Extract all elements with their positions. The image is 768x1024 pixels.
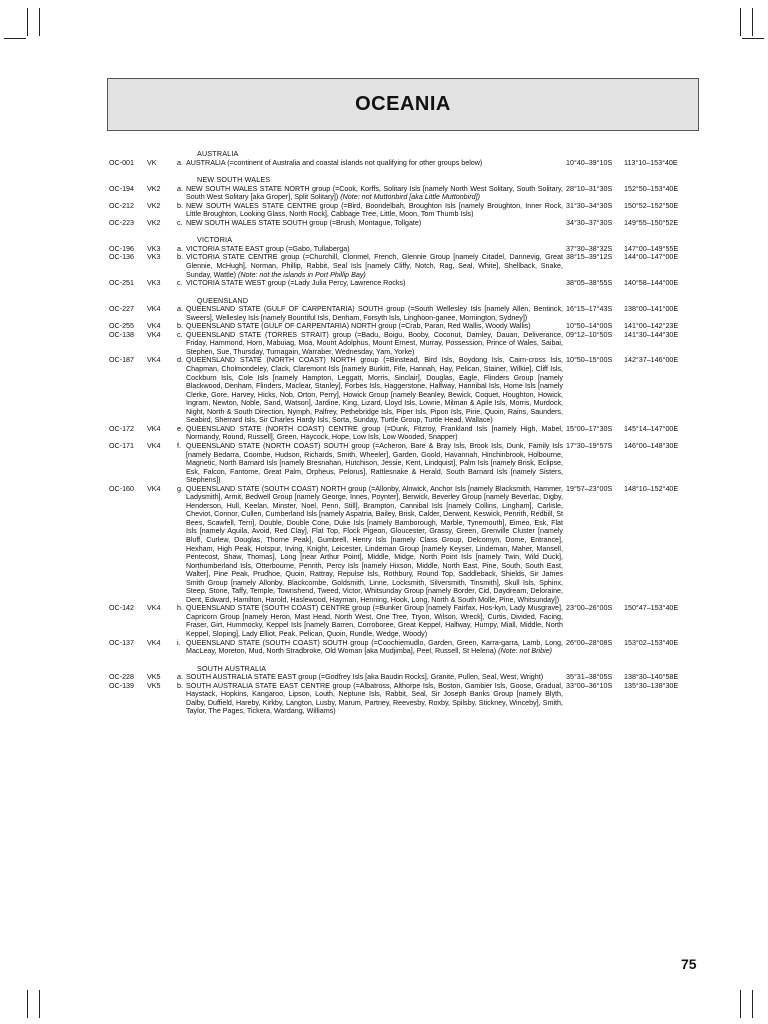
longitude-range: 144°00–147°00E <box>624 253 679 262</box>
island-directory <box>109 150 701 716</box>
entry-row <box>109 673 701 682</box>
entry-letter: b. <box>177 201 183 210</box>
entry-text: QUEENSLAND STATE (NORTH COAST) SOUTH group (=Acheron, Bare & Bray Isls, Brook Isls, Dunk, Family Isls [namely Bedarra, Coombe, Hudson, Richards, Smith, Wheeler], Garden, Goold, Havannah, Hinchinbrook, Holbourne, Magnetic, North Barnard Isls [namely Bresnahan, Hutchison, Jessie, Kent, Lindquist], Palm Isls [namely Brisk, Eclipse, Esk, Falcon, Fantome, Great Palm, Orpheus, Pelorus], Rattlesnake & Herald, South Barnard Isls [namely Sisters, Stephens]) <box>186 441 563 485</box>
entry-row <box>109 305 701 322</box>
call-prefix: VK3 <box>147 279 161 288</box>
entry-letter: a. <box>177 305 183 314</box>
latitude-range: 31°30–34°30S <box>566 201 613 210</box>
entry-letter: d. <box>177 356 183 365</box>
call-prefix: VK5 <box>147 681 161 690</box>
entry-row <box>109 159 701 168</box>
entry-letter: c. <box>177 218 183 227</box>
call-prefix: VK4 <box>147 441 161 450</box>
section <box>109 297 701 656</box>
iota-reference: OC-172 <box>109 424 135 433</box>
section-heading: NEW SOUTH WALES <box>197 176 271 185</box>
longitude-range: 146°00–148°30E <box>624 441 679 450</box>
section-heading: SOUTH AUSTRALIA <box>197 664 267 673</box>
longitude-range: 113°10–153°40E <box>624 158 678 167</box>
iota-reference: OC-136 <box>109 253 135 262</box>
longitude-range: 150°47–153°40E <box>624 604 679 613</box>
entry-text: NEW SOUTH WALES STATE NORTH group (=Cook, Korffs, Solitary Isls [namely North West Solitary, South Solitary, South West Solitary [aka Groper], Split Solitary]) <box>186 184 563 202</box>
call-prefix: VK3 <box>147 253 161 262</box>
entry-description <box>186 485 563 605</box>
call-prefix: VK4 <box>147 322 161 331</box>
latitude-range: 38°05–38°55S <box>566 279 613 288</box>
longitude-range: 153°02–153°40E <box>624 638 679 647</box>
entry-text: QUEENSLAND STATE (SOUTH COAST) SOUTH group (=Coochiemudlo, Garden, Green, Karra-garra, Lamb, Long, MacLeay, Moreton, Mud, North Stradbroke, Old Woman [aka Mudjimba], Peel, Russell, St Helena) <box>186 638 563 656</box>
iota-reference: OC-001 <box>109 158 135 167</box>
call-prefix: VK4 <box>147 484 161 493</box>
entry-letter: b. <box>177 681 183 690</box>
call-prefix: VK2 <box>147 218 161 227</box>
latitude-range: 37°30–38°32S <box>566 244 613 253</box>
longitude-range: 140°58–144°00E <box>624 279 679 288</box>
entry-letter: i. <box>177 638 181 647</box>
longitude-range: 138°30–140°58E <box>624 673 679 682</box>
longitude-range: 138°00–141°00E <box>624 305 679 314</box>
entry-description <box>186 604 563 638</box>
page-number: 75 <box>681 956 697 972</box>
entry-row <box>109 245 701 254</box>
latitude-range: 28°10–31°30S <box>566 184 613 193</box>
entry-note: (Note: not Bribie) <box>496 647 553 656</box>
longitude-range: 145°14–147°00E <box>624 424 679 433</box>
section <box>109 665 701 716</box>
entry-text: AUSTRALIA (=continent of Australia and coastal islands not qualifying for other groups below) <box>186 158 483 167</box>
section <box>109 236 701 287</box>
entry-row <box>109 253 701 279</box>
entry-row <box>109 485 701 605</box>
latitude-range: 17°30–19°57S <box>566 441 613 450</box>
entry-description <box>186 442 563 485</box>
call-prefix: VK2 <box>147 184 161 193</box>
entry-description <box>186 673 563 682</box>
section-heading: QUEENSLAND <box>197 296 249 305</box>
entry-row <box>109 202 701 219</box>
crop-mark <box>752 8 753 36</box>
longitude-range: 148°10–152°40E <box>624 484 679 493</box>
entry-text: QUEENSLAND STATE (TORRES STRAIT) group (=Badu, Boigu, Booby, Coconut, Darnley, Dauan, Deliverance, Friday, Hammond, Horn, Mabuiag, Moa, Mount Adolphus, Mount Ernest, Murray, Possession, Prince of Wales, Saibai, Stephen, Sue, Thursday, Turnagain, Warraber, Wednesday, Yam, Yorke) <box>186 330 563 356</box>
entry-text: VICTORIA STATE EAST group (=Gabo, Tullaberga) <box>186 244 350 253</box>
entry-row <box>109 425 701 442</box>
latitude-range: 10°40–39°10S <box>566 158 613 167</box>
entry-row <box>109 279 701 288</box>
iota-reference: OC-228 <box>109 673 135 682</box>
iota-reference: OC-255 <box>109 322 135 331</box>
iota-reference: OC-138 <box>109 330 135 339</box>
section <box>109 176 701 227</box>
entry-row <box>109 604 701 638</box>
call-prefix: VK4 <box>147 356 161 365</box>
entry-letter: c. <box>177 279 183 288</box>
call-prefix: VK4 <box>147 604 161 613</box>
page-title: OCEANIA <box>355 93 451 115</box>
crop-mark <box>752 990 753 1018</box>
iota-reference: OC-142 <box>109 604 135 613</box>
crop-mark <box>39 990 40 1018</box>
entry-text: QUEENSLAND STATE (SOUTH COAST) CENTRE group (=Bunker Group [namely Fairfax, Hos-kyn, Lady Musgrave], Capricorn Group [namely Heron, Mast Head, North West, One Tree, Tryon, Wilson, Wreck], Curtis, Divided, Facing, Fraser, Girt, Hummocky, Keppel Isls [namely Barren, Corroboree, Great Keppel, Halfway, Humpy, Miall, Middle, North Keppel, Sloping], Lady Elliot, Peak, Pelican, Quoin, Rundle, Wedge, Woody) <box>186 604 563 638</box>
entry-text: QUEENSLAND STATE (NORTH COAST) CENTRE group (=Dunk, Fitzroy, Frankland Isls [namely High, Mabel, Normandy, Round, Russell], Green, Haycock, Hope, Low Isls, Low Wooded, Snapper) <box>186 424 563 442</box>
crop-mark <box>4 38 26 39</box>
latitude-range: 35°31–38°05S <box>566 673 613 682</box>
entry-description <box>186 322 563 331</box>
entry-letter: c. <box>177 330 183 339</box>
latitude-range: 09°12–10°50S <box>566 330 613 339</box>
entry-letter: a. <box>177 158 183 167</box>
latitude-range: 23°00–26°00S <box>566 604 613 613</box>
crop-mark <box>740 8 741 36</box>
entry-description <box>186 331 563 357</box>
longitude-range: 135°30–138°30E <box>624 681 679 690</box>
entry-description <box>186 185 563 202</box>
longitude-range: 141°30–144°30E <box>624 330 679 339</box>
entry-row <box>109 639 701 656</box>
crop-mark <box>39 8 40 36</box>
entry-row <box>109 442 701 485</box>
entry-description <box>186 279 563 288</box>
section-heading: VICTORIA <box>197 236 233 245</box>
latitude-range: 19°57–23°00S <box>566 484 613 493</box>
latitude-range: 10°50–15°00S <box>566 356 613 365</box>
crop-mark <box>27 990 28 1018</box>
entry-letter: a. <box>177 184 183 193</box>
iota-reference: OC-196 <box>109 244 135 253</box>
call-prefix: VK5 <box>147 673 161 682</box>
entry-row <box>109 322 701 331</box>
entry-note: (Note: not the islands in Port Phillip Bay) <box>236 270 366 279</box>
longitude-range: 149°55–150°52E <box>624 218 679 227</box>
entry-description <box>186 219 563 228</box>
entry-row <box>109 185 701 202</box>
entry-text: QUEENSLAND STATE (GULF OF CARPENTARIA) NORTH group (=Crab, Paran, Red Wallis, Woody Wallis) <box>186 322 531 331</box>
entry-text: NEW SOUTH WALES STATE SOUTH group (=Brush, Montague, Tollgate) <box>186 218 422 227</box>
call-prefix: VK2 <box>147 201 161 210</box>
latitude-range: 10°50–14°00S <box>566 322 613 331</box>
latitude-range: 34°30–37°30S <box>566 218 613 227</box>
entry-description <box>186 202 563 219</box>
entry-row <box>109 682 701 716</box>
iota-reference: OC-187 <box>109 356 135 365</box>
longitude-range: 141°00–142°23E <box>624 322 679 331</box>
iota-reference: OC-227 <box>109 305 135 314</box>
entry-letter: b. <box>177 322 183 331</box>
entry-description <box>186 639 563 656</box>
latitude-range: 16°15–17°43S <box>566 305 613 314</box>
call-prefix: VK4 <box>147 424 161 433</box>
crop-mark <box>742 38 764 39</box>
entry-description <box>186 253 563 279</box>
entry-row <box>109 219 701 228</box>
call-prefix: VK <box>147 158 157 167</box>
entry-text: VICTORIA STATE WEST group (=Lady Julia Percy, Lawrence Rocks) <box>186 279 406 288</box>
entry-letter: f. <box>177 441 181 450</box>
latitude-range: 15°00–17°30S <box>566 424 613 433</box>
iota-reference: OC-251 <box>109 279 135 288</box>
entry-description <box>186 682 563 716</box>
crop-mark <box>27 8 28 36</box>
entry-text: SOUTH AUSTRALIA STATE EAST group (=Godfrey Isls [aka Baudin Rocks], Granite, Pullen, Seal, West, Wright) <box>186 673 544 682</box>
iota-reference: OC-171 <box>109 441 135 450</box>
latitude-range: 26°00–28°08S <box>566 638 613 647</box>
longitude-range: 152°50–153°40E <box>624 184 679 193</box>
call-prefix: VK4 <box>147 638 161 647</box>
entry-text: QUEENSLAND STATE (SOUTH COAST) NORTH group (=Allonby, Alnwick, Anchor Isls [namely Blacksmith, Hammer, Ladysmith], Armit, Bedwell Group [namely George, Innes, Poynter], Berwick, Beverley Group [namely Beverlac, Digby, Henderson, Hull, Keelan, Minster, Noel, Penn, Still], Brampton, Cannibal Isls [namely Collins, Lingham], Carlisle, Cheviot, Connor, Cullen, Cumberland Isls [namely Aspatria, Bailey, Brisk, Calder, Derwent, Keswick, Penrith, Redbill, St Bees, Scawfell, Tern], Double, Double Cone, Duke Isls [namely Bamborough, Marble, Tynemouth], Eimeo, Esk, Flat Isls [namely Aquila, Avoid, Red Clay], Flat Top, Flock Pigeon, Gloucester, Grassy, Green, Grenville Cluster [namely Bluff, Curlew, Douglas, Thorne Peak], Gumbrell, Henry Isls [namely Class Group, Delcomyn, Dome, Entrance], Hexham, High Peak, Hotspur, Irving, Knight, Leicester, Lindeman Group [namely Keyser, Lindeman, Maher, Mansell, Pentecost, Shaw, Thomas], Long [near Arthur Point], Middle, Midge, North Point Isls [namely Twin, Wild Duck], Northumberland Isls, Otterbourne, Penrith, Percy Isls [namely Hixson, Middle, North East, Pine, South, South East, Walter], Pine Peak, Prudhoe, Quoin, Rattray, Repulse Isls, Rothbury, Round Top, Saddleback, Shields, Sir James Smith Group [namely Allonby, Blackcombe, Goldsmith, Linne, Locksmith, Silversmith, Tinsmith], Skull Isls, Sphinx, Steep, Stone, Taffy, Temple, Townshend, Tweed, Victor, Whitsunday Group [namely Border, Cid, Daydream, Deloraine, Dent, Edward, Hamilton, Harold, Haslewood, Hayman, Henning, Hook, Long, North & South Molle, Pine, Whitsunday]) <box>186 484 563 604</box>
entry-description <box>186 356 563 424</box>
latitude-range: 33°00–36°10S <box>566 681 613 690</box>
longitude-range: 147°00–149°55E <box>624 244 679 253</box>
entry-description <box>186 159 563 168</box>
iota-reference: OC-223 <box>109 218 135 227</box>
crop-mark <box>740 990 741 1018</box>
iota-reference: OC-212 <box>109 201 135 210</box>
call-prefix: VK3 <box>147 244 161 253</box>
latitude-range: 38°15–39°12S <box>566 253 613 262</box>
iota-reference: OC-137 <box>109 638 135 647</box>
section <box>109 150 701 167</box>
call-prefix: VK4 <box>147 330 161 339</box>
entry-text: VICTORIA STATE CENTRE group (=Churchill, Clonmel, French, Glennie Group [namely Citadel, Dannevig, Great Glennie, McHugh], Norman, Phillip, Rabbit, Seal Isls [namely Cliffy, Notch, Rag, Seal, White], Shellback, Snake, Sunday, Wattle) <box>186 253 563 279</box>
entry-letter: b. <box>177 253 183 262</box>
entry-letter: h. <box>177 604 183 613</box>
entry-text: QUEENSLAND STATE (GULF OF CARPENTARIA) SOUTH group (=South Wellesley Isls [namely Allen, Bentinck, Sweers], Wellesley Isls [namely Bountiful Isls, Denham, Forsyth Isls, Linghoon-ganee, Mornington, Sydney]) <box>186 305 563 322</box>
section-heading: AUSTRALIA <box>197 150 239 158</box>
iota-reference: OC-160 <box>109 484 135 493</box>
entry-letter: a. <box>177 673 183 682</box>
entry-text: SOUTH AUSTRALIA STATE EAST CENTRE group (=Albatross, Althorpe Isls, Boston, Gambier Isls, Goose, Gradual, Haystack, Hopkins, Kangaroo, Lipson, Louth, Neptune Isls, Rabbit, Seal, Sir Joseph Banks Group [namely Blyth, Dalby, Duffield, Hareby, Kirkby, Langton, Lusby, Marum, Partney, Reevesby, Roxby, Spilsby, Stickney, Winceby], Smith, Taylor, The Pages, Tickera, Wardang, Williams) <box>186 681 563 716</box>
entry-row <box>109 356 701 424</box>
entry-note: (Note: not Muttonbird [aka Little Muttonbird]) <box>338 193 480 202</box>
title-box <box>107 78 699 131</box>
entry-letter: a. <box>177 244 183 253</box>
entry-text: NEW SOUTH WALES STATE CENTRE group (=Bird, Boondelbah, Broughton Isls [namely Broughton, Inner Rock, Little Broughton, Looking Glass, North Rock], Cabbage Tree, Little, Moon, Tom Thumb Isls) <box>186 201 563 219</box>
entry-text: QUEENSLAND STATE (NORTH COAST) NORTH group (=Binstead, Bird Isls, Boydong Isls, Cairn-cross Isls, Chapman, Cholmondeley, Clack, Claremont Isls [namely Burkitt, Fife, Hannah, Hay, Pelican, Stainer, Wilkie], Cliff Isls, Cockburn Isls, Cole Isls [namely Hampton, Leggatt, Morris, Sinclair], Douglas, Eagle, Flinders Group [namely Blackwood, Denham, Flinders, Maclear, Stanley], Forbes Isls, Haggerstone, Halfway, Hannibal Isls, Home Isls [namely Clerke, Gore, Harvey, Hicks, Nob, Orton, Perry], Howick Group [namely Beanley, Bewick, Coquet, Houghton, Howick, Ingram, Newton, Noble, Sand, Watson], Jardine, King, Lizard, Lloyd Isls, Lowrie, Milman & Apile Isls, Morris, Murdock, Night, North & South Direction, Nymph, Palfrey, Pethebridge Isls, Piper Isls, Pipon Isls, Pirie, Quoin, Rains, Saunders, Seabird, Sherrard Isls, Sir Charles Hardy Isls, Sorta, Sunday, Turtle Group, Turtle Head, Wallace) <box>186 356 563 425</box>
entry-description <box>186 305 563 322</box>
iota-reference: OC-194 <box>109 184 135 193</box>
call-prefix: VK4 <box>147 305 161 314</box>
iota-reference: OC-139 <box>109 681 135 690</box>
entry-letter: e. <box>177 424 183 433</box>
entry-letter: g. <box>177 484 183 493</box>
entry-description <box>186 425 563 442</box>
entry-row <box>109 331 701 357</box>
longitude-range: 142°37–146°00E <box>624 356 679 365</box>
longitude-range: 150°52–152°50E <box>624 201 679 210</box>
entry-description <box>186 245 563 254</box>
